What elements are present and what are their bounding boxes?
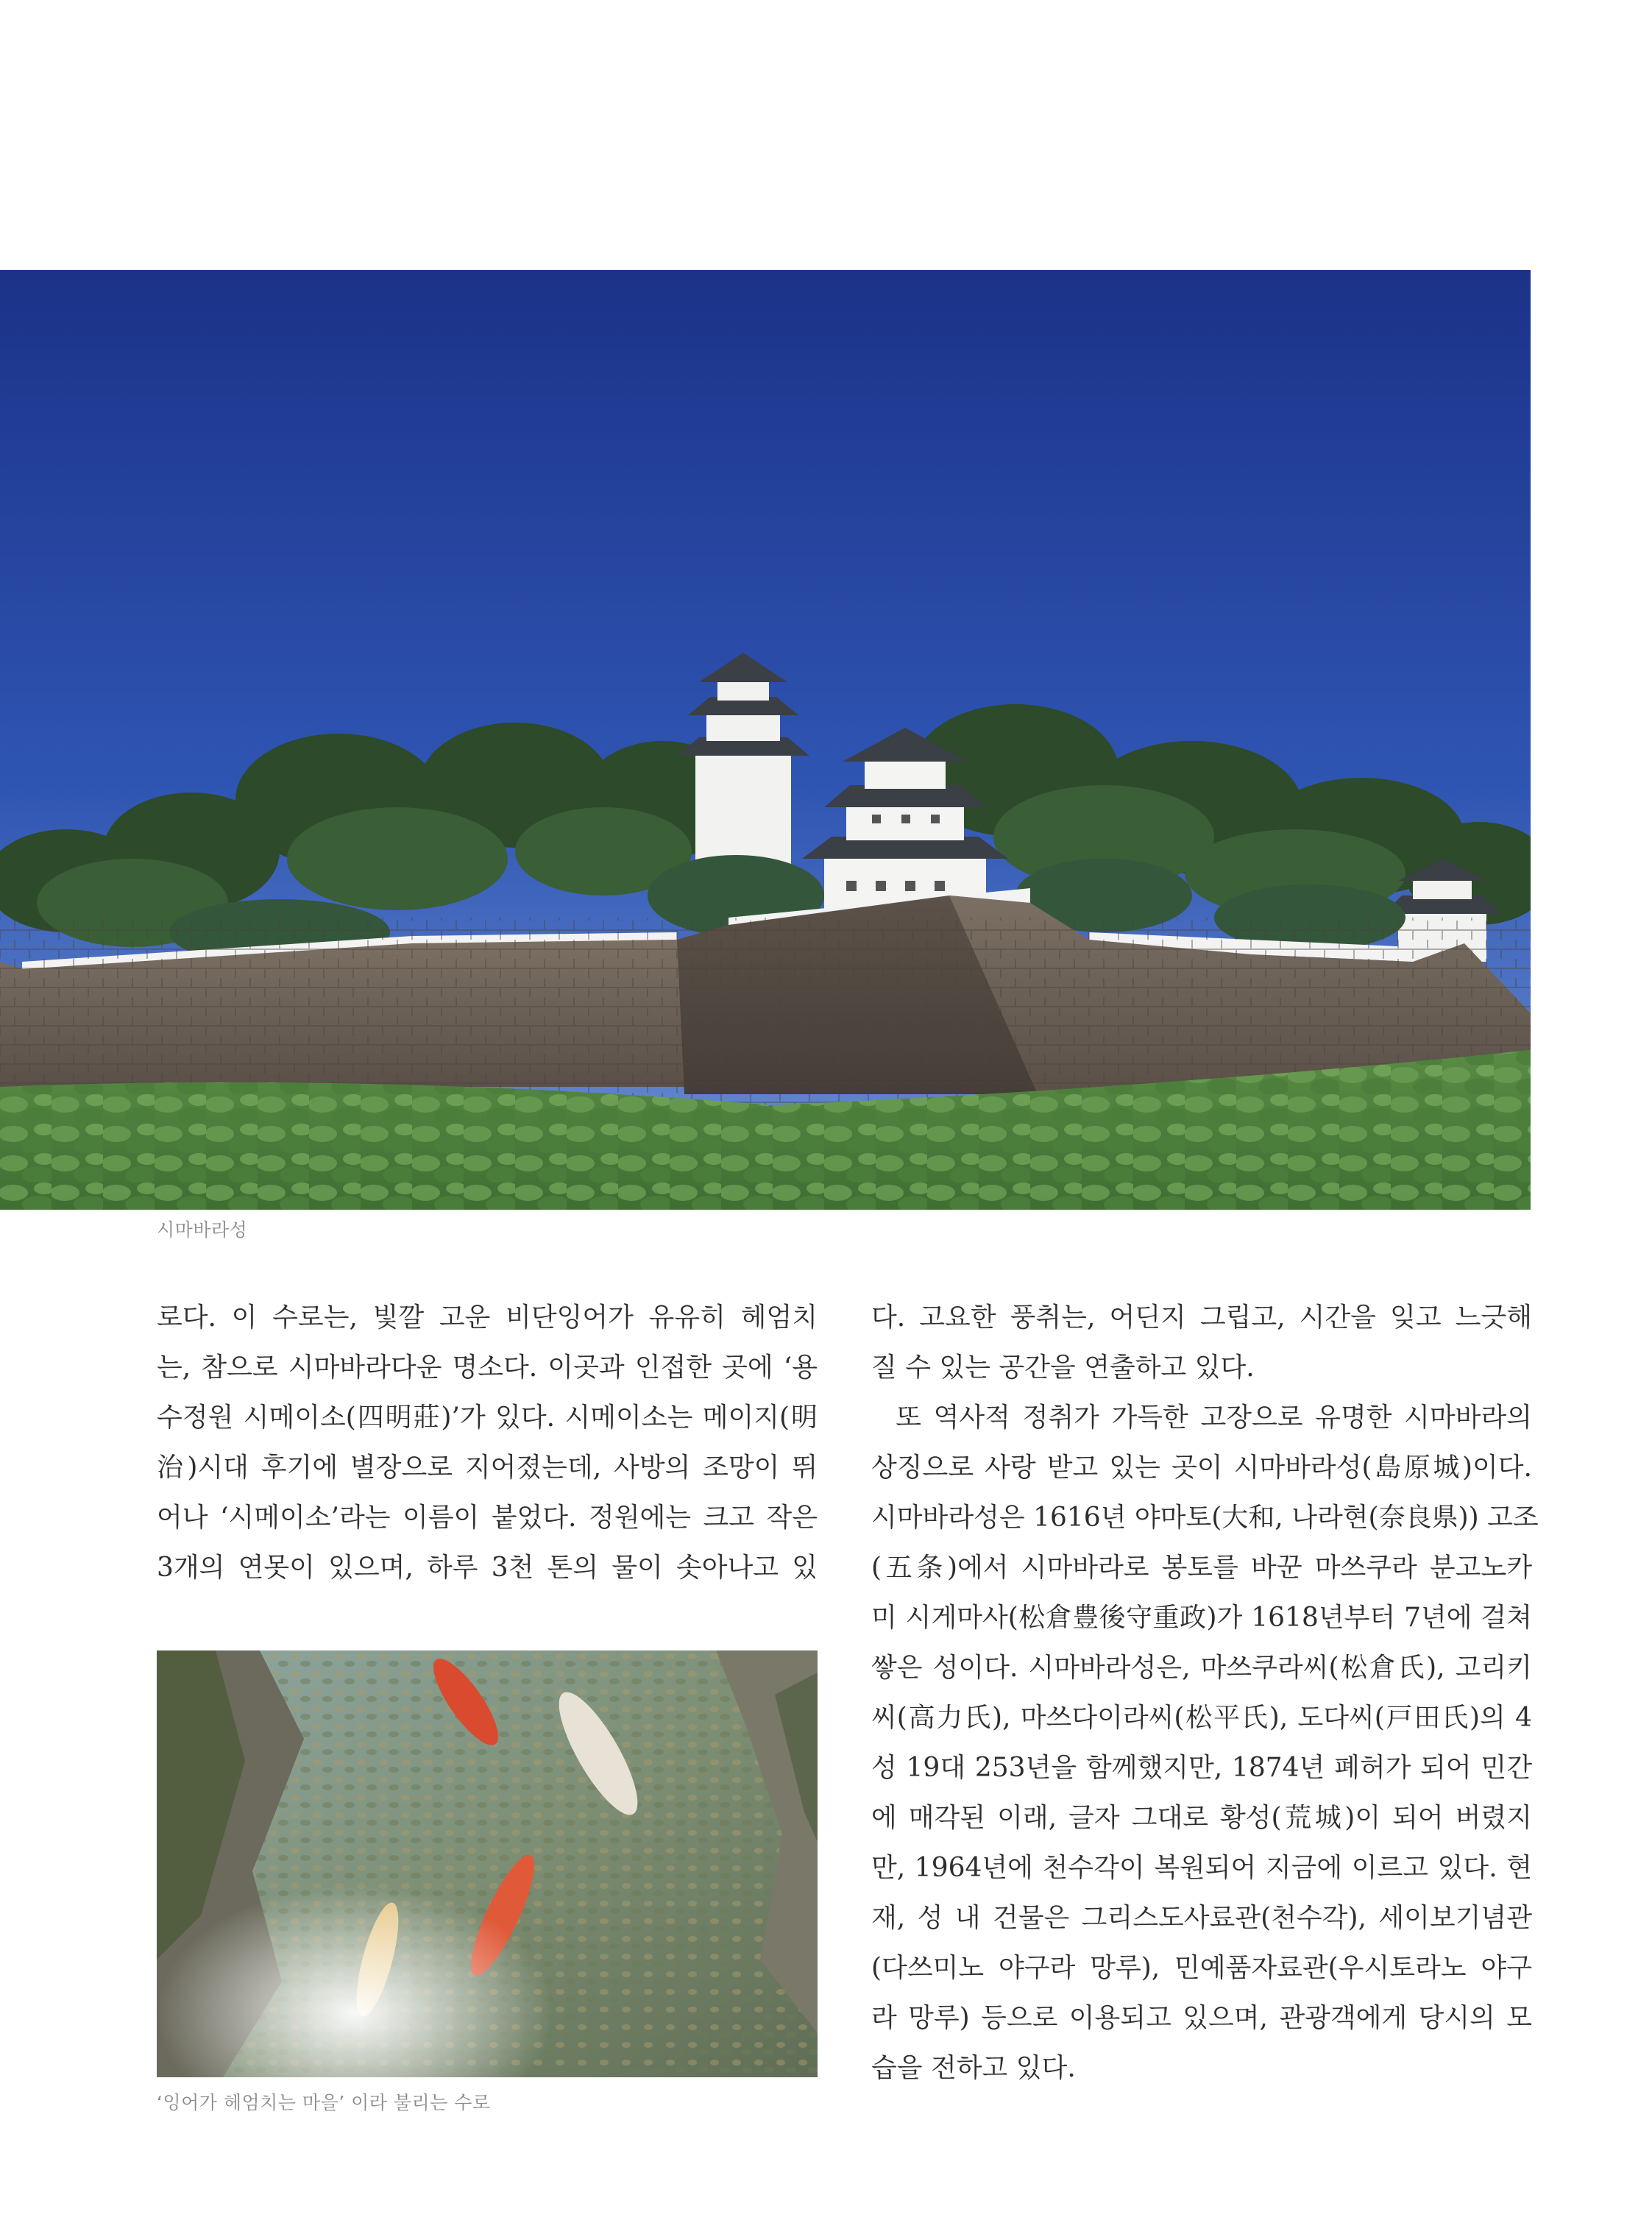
text-line: 습을 전하고 있다. — [871, 2053, 1076, 2083]
text-line: 수정원 시메이소(四明莊)’가 있다. 시메이소는 메이지(明 — [157, 1403, 818, 1433]
text-line: 다. 고요한 풍취는, 어딘지 그립고, 시간을 잊고 느긋해 — [871, 1302, 1532, 1333]
text-line: 어나 ‘시메이소’라는 이름이 붙었다. 정원에는 크고 작은 — [157, 1503, 818, 1533]
text-line: 미 시게마사(松倉豊後守重政)가 1618년부터 7년에 걸쳐 — [871, 1603, 1532, 1633]
text-line: 3개의 연못이 있으며, 하루 3천 톤의 물이 솟아나고 있 — [157, 1553, 818, 1583]
text-line: 만, 1964년에 천수각이 복원되어 지금에 이르고 있다. 현 — [871, 1853, 1532, 1883]
text-line: 에 매각된 이래, 글자 그대로 황성(荒城)이 되어 버렸지 — [871, 1803, 1532, 1833]
text-line: 시마바라성은 1616년 야마토(大和, 나라현(奈良県)) 고조 — [871, 1503, 1539, 1533]
castle-photo — [0, 270, 1531, 1210]
text-line: 는, 참으로 시마바라다운 명소다. 이곳과 인접한 곳에 ‘용 — [157, 1352, 818, 1383]
castle-photo-illustration — [0, 270, 1531, 1210]
text-line: 또 역사적 정취가 가득한 고장으로 유명한 시마바라의 — [871, 1403, 1532, 1433]
text-line: (다쓰미노 야구라 망루), 민예품자료관(우시토라노 야구 — [871, 1953, 1532, 1983]
text-line: 쌓은 성이다. 시마바라성은, 마쓰쿠라씨(松倉氏), 고리키 — [871, 1653, 1532, 1683]
text-line: 로다. 이 수로는, 빛깔 고운 비단잉어가 유유히 헤엄치 — [157, 1302, 818, 1333]
text-line: 상징으로 사랑 받고 있는 곳이 시마바라성(島原城)이다. — [871, 1453, 1532, 1483]
koi-photo-caption: ‘잉어가 헤엄치는 마을’ 이라 불리는 수로 — [157, 2092, 491, 2113]
koi-photo-illustration — [157, 1650, 818, 2077]
castle-photo-caption: 시마바라성 — [157, 1219, 248, 1241]
text-line: 성 19대 253년을 함께했지만, 1874년 폐허가 되어 민간 — [871, 1753, 1532, 1783]
body-text-right-column — [871, 1293, 1539, 2093]
text-line: 재, 성 내 건물은 그리스도사료관(천수각), 세이보기념관 — [871, 1903, 1532, 1933]
text-line: (五条)에서 시마바라로 봉토를 바꾼 마쓰쿠라 분고노카 — [871, 1553, 1532, 1583]
koi-waterway-photo — [157, 1650, 818, 2077]
text-line: 治)시대 후기에 별장으로 지어졌는데, 사방의 조망이 뛰 — [157, 1453, 818, 1483]
body-text-left-column — [157, 1293, 818, 1593]
text-line: 라 망루) 등으로 이용되고 있으며, 관광객에게 당시의 모 — [871, 2003, 1532, 2033]
text-line: 씨(高力氏), 마쓰다이라씨(松平氏), 도다씨(戸田氏)의 4 — [871, 1703, 1532, 1733]
text-line: 질 수 있는 공간을 연출하고 있다. — [871, 1352, 1255, 1383]
